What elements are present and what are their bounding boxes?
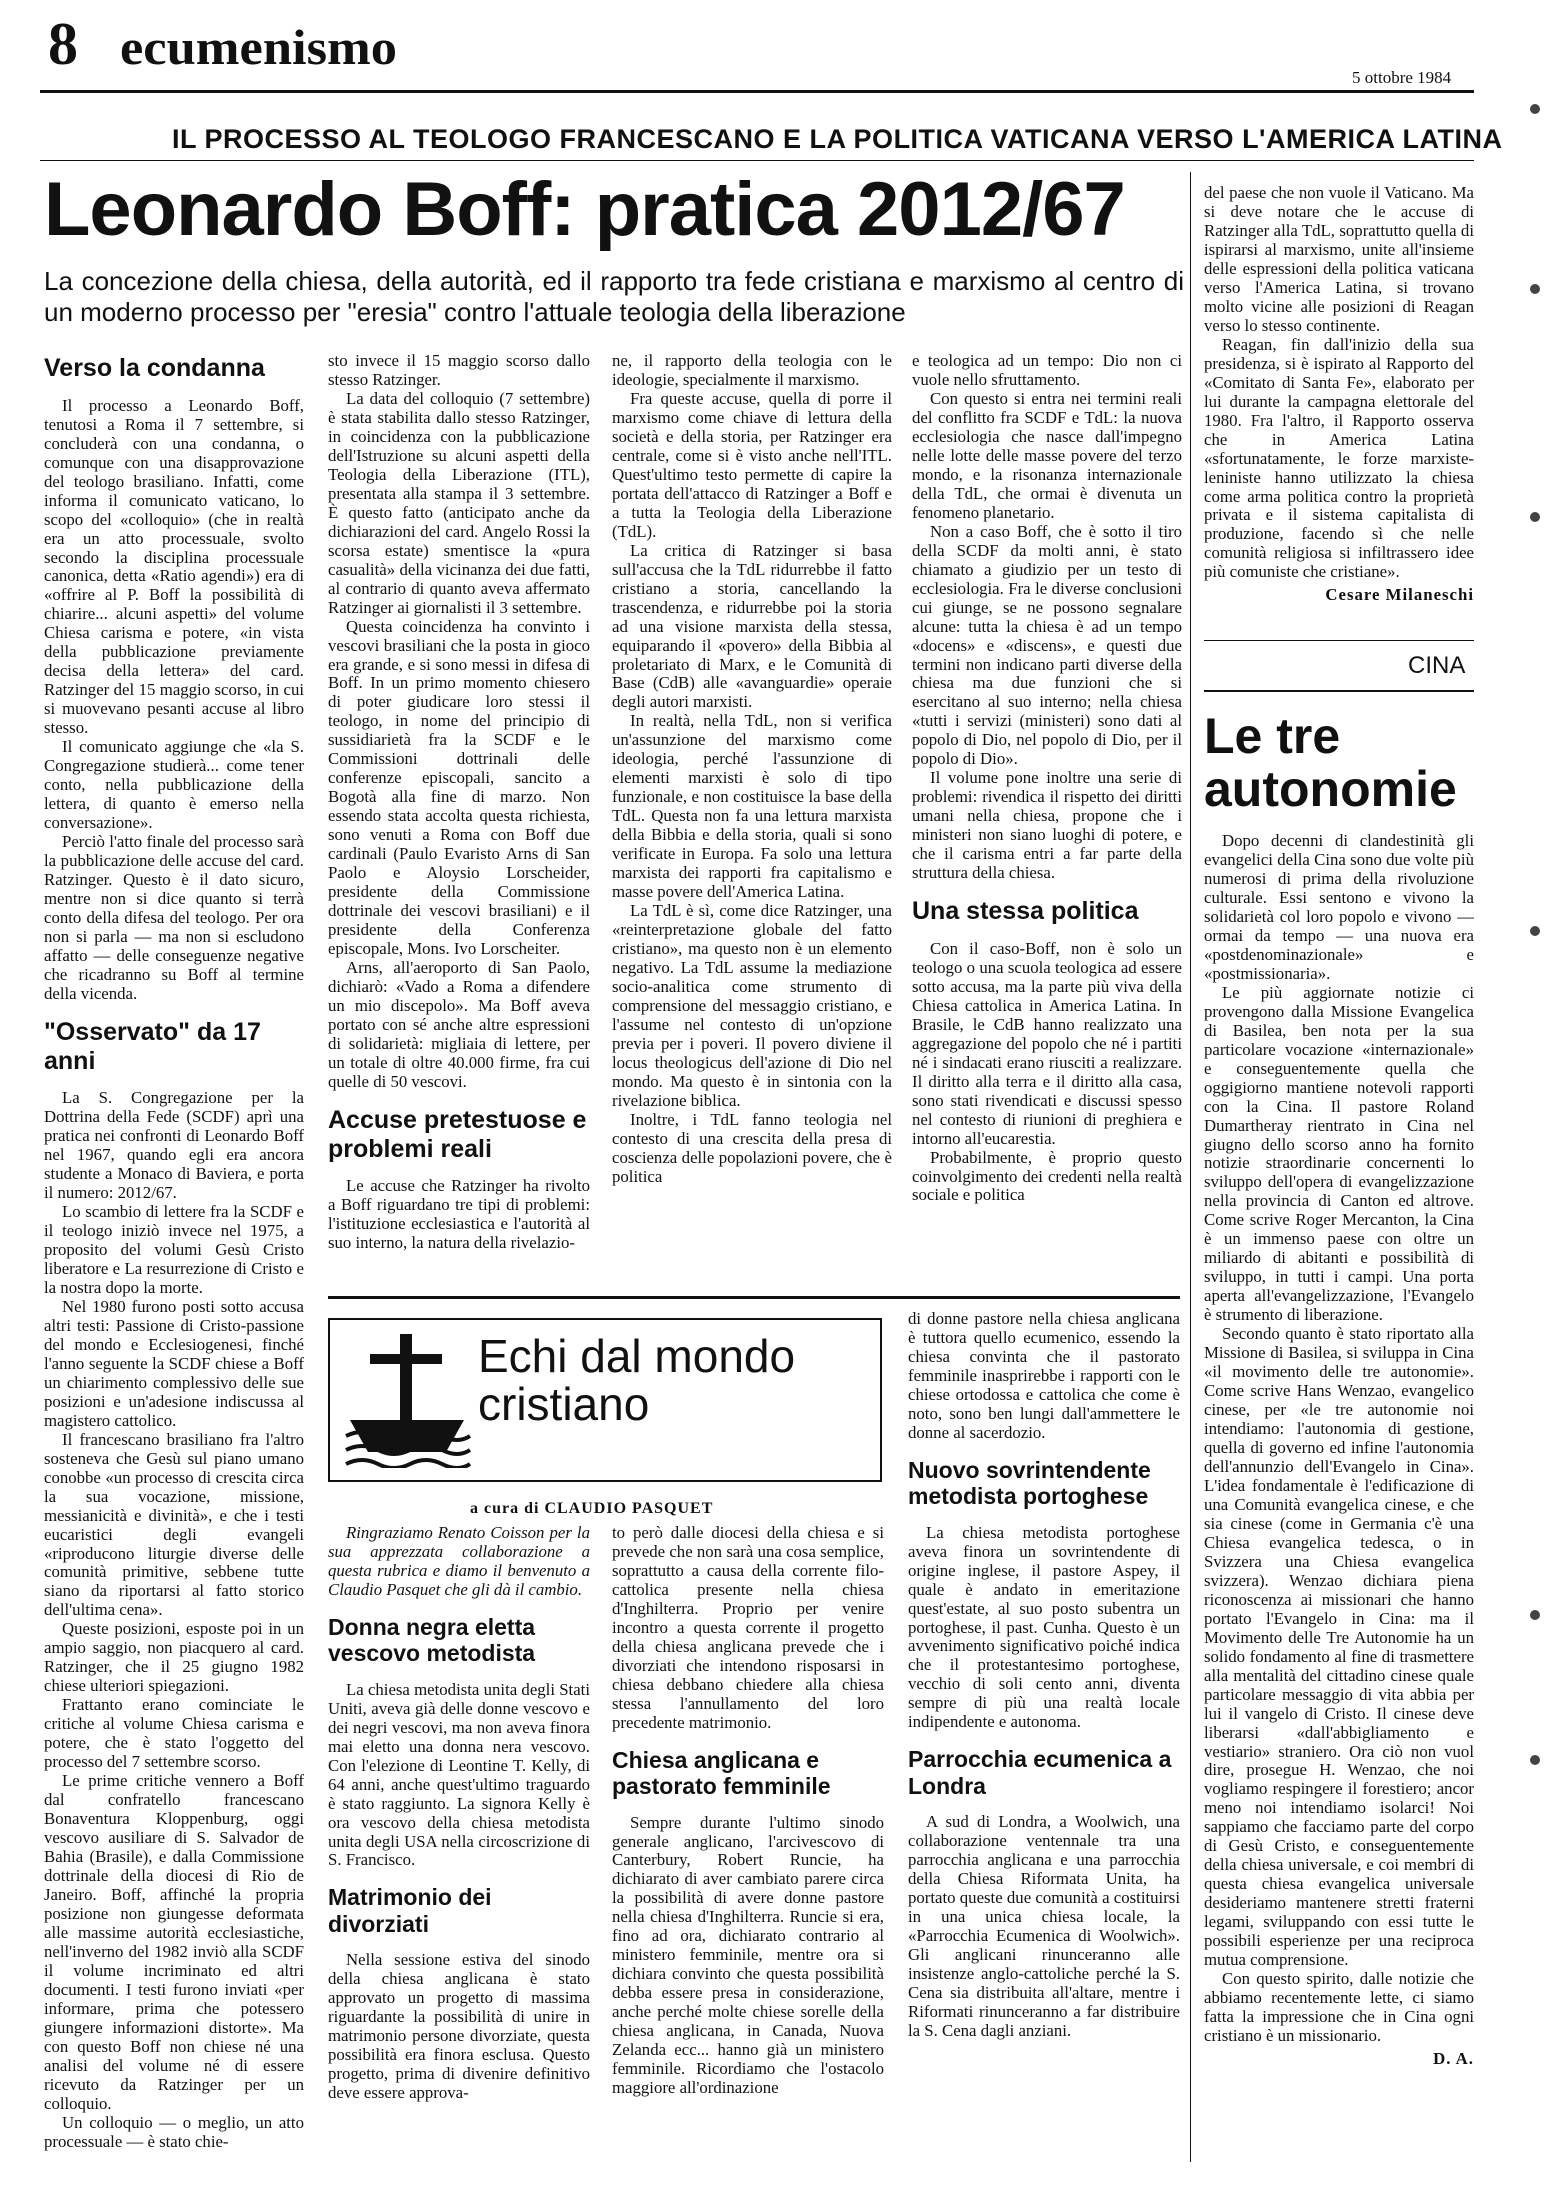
- article-column-2: [328, 352, 590, 1252]
- paragraph: La chiesa metodista portoghese aveva finora un sovrintendente di origine inglese, il pastore Aspey, il quale è andato in emeritazione quest'estate, al suo posto subentra un portoghese, il past. Cunha. Questo è un avvenimento significativo poiché indica che il protestantesimo portoghese, vecchio di soli cento anni, diventa sempre di più una realtà locale indipendente e autonoma.: [908, 1522, 1180, 1732]
- paragraph: di donne pastore nella chiesa anglicana è tuttora quello ecumenico, essendo la chiesa convinta che il pastorato femminile inasprirebbe i rapporti con le chiese ortodossa e cattolica che come è noto, sono ben lungi dall'ammettere le donne al sacerdozio.: [908, 1310, 1180, 1442]
- paragraph: La TdL è sì, come dice Ratzinger, una «reinterpretazione globale del fatto cristiano», ma questo non è un elemento negativo. La TdL assume la mediazione socio-analitica come strumento di comprensione del messaggio cristiano, e l'assume nel contesto di un'opzione previa per i poveri. Il povero diviene il locus theologicus dell'azione di Dio nel mondo. Ma questo è in sintonia con la rivelazione biblica.: [612, 901, 892, 1110]
- subheading: Chiesa anglicana e pastorato femminile: [612, 1746, 831, 1800]
- subheading: "Osservato" da 17 anni: [44, 1017, 261, 1075]
- author-signature: Cesare Milaneschi: [1325, 585, 1474, 605]
- binder-hole: [1530, 1755, 1540, 1765]
- paragraph: Un colloquio — o meglio, un atto processuale — è stato chie-: [44, 2112, 304, 2151]
- paragraph: Probabilmente, è proprio questo coinvolgimento dei credenti nella realtà sociale e politica: [912, 1147, 1182, 1205]
- cross-boat-icon: [342, 1328, 472, 1468]
- paragraph: to però dalle diocesi della chiesa e si prevede che non sarà una cosa semplice, soprattutto a causa della corrente filo-cattolica presente nella chiesa d'Inghilterra. Proprio per venire incontro a questa corrente il progetto della chiesa anglicana prevede che i divorziati che intendono risposarsi in chiesa debbano chiedere alla chiesa stessa l'annullamento del loro precedente matrimonio.: [612, 1524, 884, 1732]
- paragraph: Le accuse che Ratzinger ha rivolto a Boff riguardano tre tipi di problemi: l'istituzione ecclesiastica e l'autorità al suo interno, la natura della rivelazio-: [328, 1176, 590, 1252]
- cina-rule: [1204, 690, 1474, 692]
- echi-column-1: [328, 1524, 590, 2164]
- paragraph: Queste posizioni, esposte poi in un ampio saggio, non piacquero al card. Ratzinger, che il 25 giugno 1982 chiese ulteriori spiegazioni.: [44, 1619, 304, 1696]
- paragraph: Con questo spirito, dalle notizie che abbiamo recentemente lette, ci siamo fatta la impressione che in Cina ogni cristiano è un missionario.: [1204, 1969, 1474, 2046]
- kicker-rule: [40, 160, 1474, 161]
- paragraph: La critica di Ratzinger si basa sull'accusa che la TdL ridurrebbe il fatto cristiano a storia, cancellando la trascendenza, e ridurrebbe poi la storia ad una visione marxista della stessa, equiparando il «povero» della Bibbia al proletariato di Marx, e le Comunità di Base (CdB) alle «avanguardie» operaie degli autori marxisti.: [612, 540, 892, 712]
- paragraph: ne, il rapporto della teologia con le ideologie, specialmente il marxismo.: [612, 352, 892, 389]
- cina-title-line: Le tre: [1204, 708, 1341, 764]
- paragraph: Perciò l'atto finale del processo sarà la pubblicazione delle accuse del card. Ratzinger. Questo è il dato sicuro, mentre non si dice quanto si terrà conto della difesa del teologo. Per ora non si parla — ma non si escludono affatto — delle conseguenze negative che ricadranno su Boff al termine della vicenda.: [44, 832, 304, 1003]
- echi-title: [478, 1332, 795, 1429]
- binder-hole: [1530, 1610, 1540, 1620]
- paragraph: Questa coincidenza ha convinto i vescovi brasiliani che la posta in gioco era grande, e si sono messi in difesa di Boff. In un primo momento chiesero di poter giudicare loro stessi il teologo, in nome del principio di sussidiarietà fra la SCDF e le Commissioni dottrinali delle conferenze episcopali, sancito a Bogotà alla fine di marzo. Non essendo stata accolta questa richiesta, sono venuti a Roma con Boff due cardinali (Paulo Evaristo Arns di San Paolo e Aloysio Lorscheider, presidente della Commissione dottrinale dei vescovi brasiliani) e il presidente della Conferenza episcopale, Mons. Ivo Lorscheiter.: [328, 616, 590, 959]
- paragraph: Lo scambio di lettere fra la SCDF e il teologo iniziò invece nel 1975, a proposito del volumi Gesù Cristo liberatore e La resurrezione di Cristo e la nostra dopo la morte.: [44, 1202, 304, 1297]
- paragraph: Arns, all'aeroporto di San Paolo, dichiarò: «Vado a Roma a difendere un mio discepolo». Ma Boff aveva portato con sé anche altre espressioni di solidarietà: migliaia di lettere, per un totale di oltre 40.000 firme, fra cui quelle di 50 vescovi.: [328, 958, 590, 1091]
- paragraph: Fra queste accuse, quella di porre il marxismo come chiave di lettura della società e della storia, per Ratzinger era centrale, come si è visto anche nell'ITL. Quest'ultimo testo permette di capire la portata dell'attacco di Ratzinger a Boff e a tutta la Teologia della Liberazione (TdL).: [612, 388, 892, 541]
- echi-rule: [328, 1296, 1180, 1299]
- page-number: 8: [48, 11, 77, 77]
- subheading: Accuse pretestuose e problemi reali: [328, 1105, 587, 1163]
- subheading: Parrocchia ecumenica a Londra: [908, 1746, 1172, 1799]
- article-column-4: [912, 352, 1182, 1252]
- subheading: Nuovo sovrintendente metodista portoghese: [908, 1456, 1151, 1510]
- paragraph: Il francescano brasiliano fra l'altro sosteneva che Gesù sul piano umano conobbe «un processo di crescita circa la sua vocazione, missione, messianicità e divinità», e che i testi eucaristici degli evangeli «riproducono liturgie diverse delle comunità primitive, sebbene tutte siano da riportarsi al fatto storico dell'ultima cena».: [44, 1429, 304, 1620]
- paragraph: La S. Congregazione per la Dottrina della Fede (SCDF) aprì una pratica nei confronti di Leonardo Boff nel 1967, quando egli era ancora studente a Monaco di Baviera, e porta il numero: 2012/67.: [44, 1088, 304, 1203]
- headline: Leonardo Boff: pratica 2012/67: [44, 167, 1125, 252]
- article-column-1: [44, 350, 304, 2170]
- paragraph: sto invece il 15 maggio scorso dallo stesso Ratzinger.: [328, 352, 590, 389]
- cina-section-label: CINA: [1408, 652, 1466, 679]
- paragraph: A sud di Londra, a Woolwich, una collaborazione ventennale tra una parrocchia anglicana e una parrocchia della Chiesa Riformata Unita, ha portato queste due comunità a costituirsi in una unica chiesa locale, la «Parrocchia Ecumenica di Woolwich». Gli anglicani rinunceranno alle insistenze anglo-cattoliche perché la S. Cena sia distribuita all'altare, mentre i Riformati rinunceranno a far distribuire la S. Cena dagli anziani.: [908, 1812, 1180, 2040]
- paragraph: Il processo a Leonardo Boff, tenutosi a Roma il 7 settembre, si concluderà con una condanna, o comunque con una disapprovazione del teologo brasiliano. Infatti, come informa il comunicato vaticano, lo scopo del «colloquio» (che in realtà era un atto processuale, svolto secondo la disciplina processuale canonica, detta «Ratio agendi») era di «offrire al P. Boff la possibilità di chiarire... alcuni aspetti» del volume Chiesa carisma e potere, «in vista della pubblicazione previamente decisa della lettera» del card. Ratzinger del 15 maggio scorso, in cui si muovevano pesanti accuse al libro stesso.: [44, 395, 304, 738]
- paragraph: e teologica ad un tempo: Dio non ci vuole nello sfruttamento.: [912, 352, 1182, 389]
- binder-hole: [1530, 284, 1540, 294]
- echi-curator: a cura di CLAUDIO PASQUET: [470, 1500, 714, 1517]
- paragraph: Non a caso Boff, che è sotto il tiro della SCDF da molti anni, è stato chiamato a giudizio per un testo di ecclesiologia. Fra le diverse conclusioni cui giunge, se ne possono segnalare alcune: tutta la chiesa è ad un tempo «docens» e «discens», e questi due termini non indicano parti diverse della chiesa ma due funzioni che si esercitano al suo interno; nella chiesa «tutti i servizi (ministeri) sono dati al popolo di Dio, nel popolo di Dio, per il popolo di Dio».: [912, 521, 1182, 769]
- author-signature: D. A.: [1433, 2049, 1474, 2068]
- subheading: Matrimonio dei divorziati: [328, 1884, 492, 1937]
- section-title: ecumenismo: [120, 19, 398, 75]
- paragraph: Con il caso-Boff, non è solo un teologo o una scuola teologica ad essere sotto accusa, ma la parte più viva della Chiesa cattolica in America Latina. In Brasile, le CdB hanno realizzato una aggregazione del popolo che né i partiti né i sindacati erano riusciti a realizzare. Il diritto alla terra e il diritto alla casa, sono stati rivendicati e discussi spesso nel contesto di riunioni di preghiera e intorno all'eucarestia.: [912, 938, 1182, 1148]
- masthead-rule: [40, 90, 1474, 93]
- paragraph: In realtà, nella TdL, non si verifica un'assunzione del marxismo come ideologia, perché l'assunzione di elementi marxisti è solo di tipo funzionale, e non costituisce la base della TdL. Questa non fa una lettura marxista della Bibbia e della storia, quali si sono verificate in Europa. Fa solo una lettura marxista dei rapporti fra capitalismo e masse povere dell'America Latina.: [612, 711, 892, 902]
- paragraph: Nella sessione estiva del sinodo della chiesa anglicana è stato approvato un progetto di massima riguardante la possibilità di unire in matrimonio persone divorziate, questa possibilità era finora esclusa. Questo progetto, prima di divenire definitivo deve essere approva-: [328, 1950, 590, 2103]
- paragraph: Il comunicato aggiunge che «la S. Congregazione studierà... come tener conto, nella pubblicazione della lettera, di quanto è emerso nella conversazione».: [44, 737, 304, 833]
- paragraph: Le più aggiornate notizie ci provengono dalla Missione Evangelica di Basilea, ben nota per la sua particolare vocazione «internazionale» e conseguentemente quella che oggigiorno mantiene notevoli rapporti con la Cina. Il pastore Roland Dumartheray rientrato in Cina nel giugno dello scorso anno ha fornito notizie straordinarie concernenti lo sviluppo dell'opera di evangelizzazione nella provincia di Canton ed altrove. Come scrive Roger Mercanton, la Cina è un immenso paese con oltre un miliardo di abitanti e possibilità di sviluppo, in tutti i campi. Una porta aperta all'evangelizzazione, l'Evangelo è strumento di liberazione.: [1204, 982, 1474, 1325]
- article-column-3: [612, 352, 892, 1252]
- binder-hole: [1530, 104, 1540, 114]
- paragraph: Frattanto erano cominciate le critiche al volume Chiesa carisma e potere, che è stato l'oggetto del processo del 7 settembre scorso.: [44, 1695, 304, 1772]
- echi-column-2: [612, 1524, 884, 2164]
- paragraph: Dopo decenni di clandestinità gli evangelici della Cina sono due volte più numerosi di prima della rivoluzione culturale. Essi sentono e vivono la solidarietà col loro popolo e vivono — ormai da tempo — una nuova era «postdenominazionale» e «postmissionaria».: [1204, 832, 1474, 983]
- cina-title: [1204, 710, 1457, 815]
- cina-rule-top: [1204, 640, 1474, 641]
- paragraph: Il volume pone inoltre una serie di problemi: rivendica il rispetto dei diritti umani nella chiesa, propone che i ministeri non siano luoghi di potere, e che il carisma entri a far parte della struttura della chiesa.: [912, 768, 1182, 883]
- subheading: Verso la condanna: [44, 354, 265, 382]
- binder-hole: [1530, 512, 1540, 522]
- cina-title-line: autonomie: [1204, 760, 1457, 817]
- subheading: Una stessa politica: [912, 897, 1139, 926]
- paragraph: Secondo quanto è stato riportato alla Missione di Basilea, si sviluppa in Cina «il movimento delle tre autonomie». Come scrive Hans Wenzao, evangelico cinese, per «le tre autonomie noi intendiamo: l'autonomia di gestione, quella di governo ed infine l'autonomia dell'annunzio dell'Evangelo in Cina». L'idea fondamentale è l'edificazione di una Comunità evangelica cinese, e che sia cinese (come in Germania c'è una Chiesa evangelica tedesca, o in Svizzera una Chiesa evangelica svizzera). Wenzao dichiara piena riconoscenza ai missionari che hanno portato l'Evangelo in Cina: ma il Movimento delle Tre Autonomie ha un solido fondamento al fine di trasmettere alla mentalità del cittadino cinese quale particolare messaggio di vita abbia per lui il vangelo di Cristo. Il cinese deve liberarsi «dall'abbigliamento e vestiario» straniero. Ora ciò non vuol dire, prosegue H. Wenzao, che noi vogliamo respingere il forestiero; ancor meno noi intendiamo isolarci! Noi sappiamo che facciamo parte del corpo di Gesù Cristo, e conseguentemente della chiesa universale, e coi membri di questa chiesa evangelica universale desideriamo mantenere stretti fraterni legami, sviluppando con essi tutte le possibili esperienze per una reciproca mutua comprensione.: [1204, 1324, 1474, 1970]
- cina-column: [1204, 832, 1474, 2172]
- paragraph: Reagan, fin dall'inizio della sua presidenza, si è ispirato al Rapporto del «Comitato di Santa Fe», elaborato per lui durante la campagna elettorale del 1980. Fra l'altro, il Rapporto osserva che in America Latina «sfortunatamente, le forze marxiste-leniniste hanno utilizzato la chiesa come arma politica contro la proprietà privata e il sistema capitalista di produzione, facendo sì che nelle comunità religiosa si infiltrassero idee più comuniste che cristiane».: [1204, 334, 1474, 582]
- intro-note: Ringraziamo Renato Coisson per la sua apprezzata collaborazione a questa rubrica e diamo il benvenuto a Claudio Pasquet che gli dà il cambio.: [328, 1524, 590, 1599]
- paragraph: Sempre durante l'ultimo sinodo generale anglicano, l'arcivescovo di Canterbury, Robert Runcie, ha dichiarato di aver cambiato parere circa la possibilità di avere donne pastore nella chiesa d'Inghilterra. Runcie si era, fino ad ora, dichiarato contrario al ministero femminile, mentre ora si dichiara convinto che questa possibilità debba essere presa in considerazione, anche perché molte chiese sorelle della chiesa anglicana, in Canada, Nuova Zelanda ecc... hanno già un ministero femminile. Ricordiamo che l'ostacolo maggiore all'ordinazione: [612, 1812, 884, 2098]
- article-column-5: [1204, 184, 1474, 624]
- binder-hole: [1530, 926, 1540, 936]
- paragraph: La data del colloquio (7 settembre) è stata stabilita dallo stesso Ratzinger, in coincidenza con la pubblicazione dell'Istruzione su alcuni aspetti della Teologia della Liberazione (ITL), presentata alla stampa il 3 settembre. È questo fatto (anticipato anche da dichiarazioni del card. Angelo Rossi la scorsa estate) smentisce la «pura casualità» della vicinanza dei due fatti, al contrario di quanto aveva affermato Ratzinger ai giornalisti il 3 settembre.: [328, 388, 590, 617]
- echi-column-3: [908, 1310, 1180, 2170]
- paragraph: Le prime critiche vennero a Boff dal confratello francescano Bonaventura Kloppenburg, oggi vescovo ausiliare di S. Salvador de Bahia (Brasile), e dalla Commissione dottrinale della diocesi di Rio de Janeiro. Boff, affinché la propria posizione non giungesse deformata alle massime autorità ecclesiastiche, nell'inverno del 1982 inviò alla SCDF il volume incriminato ed altri documenti. I testi furono inviati «per informare, prima che potessero giungere informazioni distorte». Ma con questo Boff non chiese né una analisi del volume né di essere ricevuto da Ratzinger per un colloquio.: [44, 1771, 304, 2113]
- paragraph: Nel 1980 furono posti sotto accusa altri testi: Passione di Cristo-passione del mondo e Ecclesiogenesi, finché l'anno seguente la SCDF chiese a Boff un chiarimento complessivo delle sue posizioni e un'adesione indiscussa al magistero cattolico.: [44, 1296, 304, 1430]
- column-rule: [1190, 172, 1191, 2162]
- kicker: IL PROCESSO AL TEOLOGO FRANCESCANO E LA POLITICA VATICANA VERSO L'AMERICA LATINA: [172, 124, 1503, 154]
- echi-title-line: cristiano: [478, 1378, 650, 1431]
- paragraph: del paese che non vuole il Vaticano. Ma si deve notare che le accuse di Ratzinger alla TdL, soprattutto quella di ispirarsi al marxismo, unite all'insieme delle espressioni della politica vaticana verso l'America Latina, si trovano molto vicine alle posizioni di Reagan verso lo stesso continente.: [1204, 184, 1474, 335]
- paragraph: Inoltre, i TdL fanno teologia nel contesto di una crescita della presa di coscienza delle popolazioni povere, che è politica: [612, 1109, 892, 1186]
- issue-date: 5 ottobre 1984: [1352, 68, 1452, 87]
- paragraph: La chiesa metodista unita degli Stati Uniti, aveva già delle donne vescovo e dei negri vescovi, ma non aveva finora mai eletto una donna nera vescovo. Con l'elezione di Leontine T. Kelly, di 64 anni, anche quest'ultimo traguardo è stato raggiunto. La signora Kelly è ora vescovo della chiesa metodista unita degli USA nella circoscrizione di S. Francisco.: [328, 1679, 590, 1870]
- subheading: Donna negra eletta vescovo metodista: [328, 1613, 536, 1667]
- deck: La concezione della chiesa, della autorità, ed il rapporto tra fede cristiana e marxismo al centro di un moderno processo per "eresia" contro l'attuale teologia della liberazione: [44, 266, 1184, 327]
- echi-title-line: Echi dal mondo: [478, 1330, 796, 1382]
- paragraph: Con questo si entra nei termini reali del conflitto fra SCDF e TdL: la nuova ecclesiologia che nasce dall'impegno nelle lotte delle masse povere del terzo mondo, e la risonanza internazionale della TdL, che ormai è divenuta un fenomeno planetario.: [912, 388, 1182, 522]
